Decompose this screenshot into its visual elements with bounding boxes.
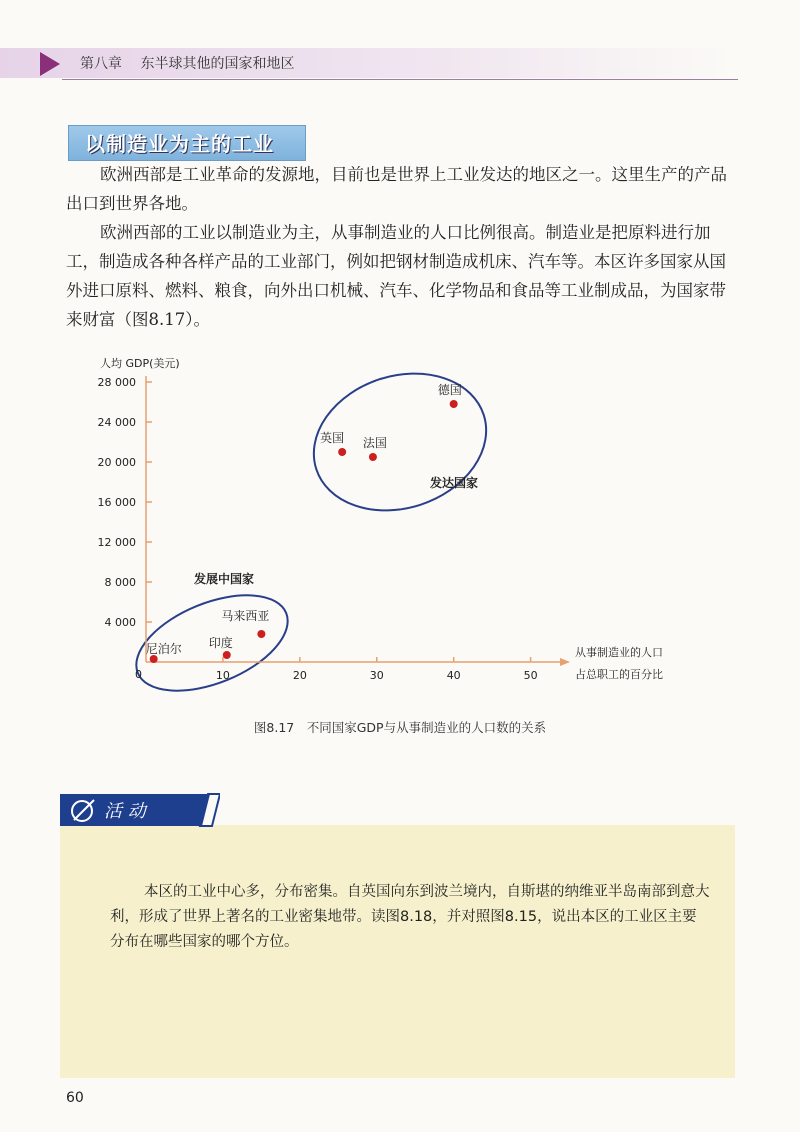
page-number: 60 [66,1090,84,1106]
paragraph-2: 欧洲西部的工业以制造业为主，从事制造业的人口比例很高。制造业是把原料进行加工，制造成各种各样产品的工业部门，例如把钢材制造成机床、汽车等。本区许多国家从国外进口原料、燃料、粮食，向外出口机械、汽车、化学物品和食品等工业制成品，为国家带来财富（图8.17）。 [66,223,726,329]
x-axis-arrow-icon [560,658,570,666]
x-axis-title-line-2: 占总职工的百分比 [575,668,663,681]
paragraph-1: 欧洲西部是工业革命的发源地，目前也是世界上工业发达的地区之一。这里生产的产品出口到世界各地。 [66,165,727,213]
x-tick-label: 50 [523,669,538,682]
x-tick-label: 30 [369,669,384,682]
developing-group-label: 发展中国家 [194,572,255,586]
activity-badge-label: 活 动 [104,801,146,822]
chapter-number: 第八章 [80,56,122,72]
data-point-label: 德国 [437,383,462,397]
y-tick-label: 4 000 [104,616,136,629]
data-point [338,448,346,456]
y-tick-label: 16 000 [97,496,136,509]
gdp-scatter-chart [80,350,720,710]
x-tick-label: 20 [292,669,307,682]
activity-badge [60,792,220,828]
section-title: 以制造业为主的工业 [68,125,306,161]
y-tick-label: 24 000 [97,416,136,429]
header-rule [62,79,738,80]
header-arrow-icon [40,52,60,76]
activity-text: 本区的工业中心多，分布密集。自英国向东到波兰境内，自斯堪的纳维亚半岛南部到意大利，形成了世界上著名的工业密集地带。读图8.18，并对照图8.15，说出本区的工业区主要分布在哪些国家的哪个方位。 [110,884,710,950]
chapter-header [80,53,308,73]
data-point [257,630,265,638]
y-tick-label: 12 000 [97,536,136,549]
y-tick-label: 28 000 [97,376,136,389]
y-tick-label: 20 000 [97,456,136,469]
y-axis-title: 人均 GDP(美元) [100,357,180,370]
data-point-label: 马来西亚 [221,609,270,623]
origin-label: 0 [135,668,142,681]
developed-group-label: 发达国家 [430,476,479,490]
data-point [450,400,458,408]
x-tick-label: 40 [446,669,461,682]
figure-caption: 图8.17 不同国家GDP与从事制造业的人口数的关系 [253,720,547,735]
x-axis-title-line-1: 从事制造业的人口 [575,646,663,659]
data-point [150,655,158,663]
data-point [369,453,377,461]
chapter-title: 东半球其他的国家和地区 [140,56,295,72]
data-point-label: 法国 [362,436,387,450]
y-tick-label: 8 000 [104,576,136,589]
data-point [223,651,231,659]
data-point-label: 英国 [320,431,345,445]
x-tick-label: 10 [215,669,230,682]
data-point-label: 印度 [208,636,233,650]
data-point-label: 尼泊尔 [145,642,182,656]
